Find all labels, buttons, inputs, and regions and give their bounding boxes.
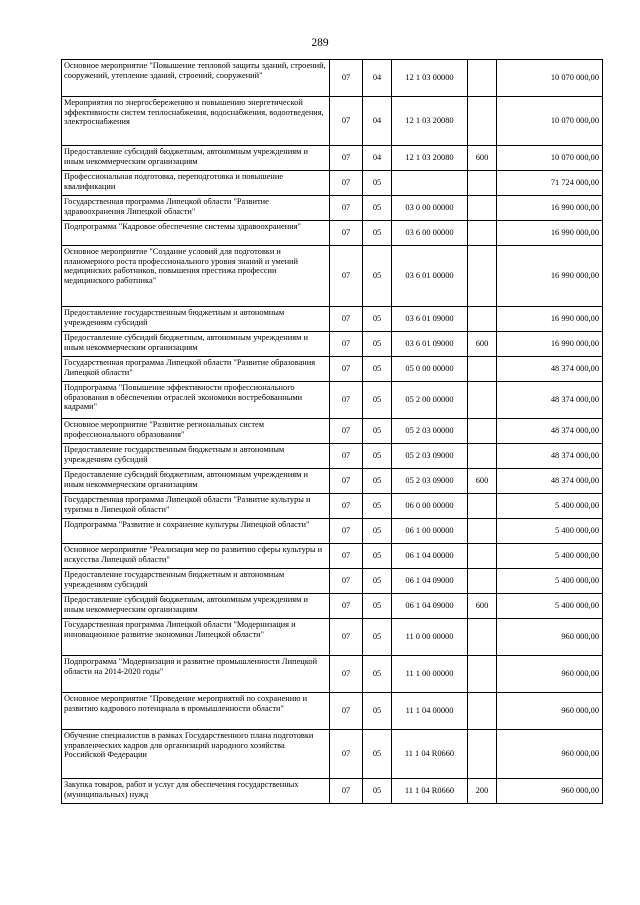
expense-type-cell: 200: [468, 779, 497, 804]
table-row: [62, 307, 603, 332]
row-name-cell: Предоставление государственным бюджетным и автономным учреждениям субсидий: [62, 444, 330, 469]
table-row: [62, 246, 603, 307]
target-article-cell: 06 1 04 00000: [392, 544, 468, 569]
table-row: [62, 544, 603, 569]
expense-type-cell: [468, 196, 497, 221]
row-name-cell: Основное мероприятие "Проведение мероприятий по сохранению и развитию кадрового потенциала в промышленности области": [62, 693, 330, 730]
target-article-cell: 11 0 00 00000: [392, 619, 468, 656]
amount-cell: 960 000,00: [497, 656, 603, 693]
subsection-cell: 05: [363, 693, 392, 730]
table-row: [62, 196, 603, 221]
target-article-cell: 06 0 00 00000: [392, 494, 468, 519]
row-name-cell: Государственная программа Липецкой области "Модернизация и инновационное развитие экономики Липецкой области": [62, 619, 330, 656]
expense-type-cell: [468, 693, 497, 730]
target-article-cell: 06 1 00 00000: [392, 519, 468, 544]
expense-type-cell: [468, 382, 497, 419]
target-article-cell: 12 1 03 00000: [392, 60, 468, 97]
subsection-cell: 05: [363, 619, 392, 656]
table-row: [62, 494, 603, 519]
section-cell: 07: [330, 469, 363, 494]
amount-cell: 10 070 000,00: [497, 60, 603, 97]
amount-cell: 71 724 000,00: [497, 171, 603, 196]
amount-cell: 5 400 000,00: [497, 519, 603, 544]
section-cell: 07: [330, 97, 363, 146]
row-name-cell: Профессиональная подготовка, переподготовка и повышение квалификации: [62, 171, 330, 196]
row-name-cell: Предоставление государственным бюджетным и автономным учреждениям субсидий: [62, 569, 330, 594]
table-row: [62, 594, 603, 619]
subsection-cell: 04: [363, 97, 392, 146]
amount-cell: 16 990 000,00: [497, 221, 603, 246]
subsection-cell: 04: [363, 146, 392, 171]
table-row: [62, 730, 603, 779]
row-name-cell: Обучение специалистов в рамках Государственного плана подготовки управленческих кадров для организаций народного хозяйства Российской Федерации: [62, 730, 330, 779]
row-name-cell: Подпрограмма "Развитие и сохранение культуры Липецкой области": [62, 519, 330, 544]
page-number: 289: [311, 37, 329, 49]
section-cell: 07: [330, 419, 363, 444]
subsection-cell: 05: [363, 444, 392, 469]
expense-type-cell: [468, 569, 497, 594]
amount-cell: 10 070 000,00: [497, 146, 603, 171]
expense-type-cell: [468, 246, 497, 307]
target-article-cell: 06 1 04 09000: [392, 594, 468, 619]
expense-type-cell: [468, 444, 497, 469]
expense-type-cell: 600: [468, 146, 497, 171]
amount-cell: 10 070 000,00: [497, 97, 603, 146]
subsection-cell: 05: [363, 656, 392, 693]
target-article-cell: [392, 171, 468, 196]
amount-cell: 5 400 000,00: [497, 544, 603, 569]
section-cell: 07: [330, 619, 363, 656]
section-cell: 07: [330, 171, 363, 196]
amount-cell: 16 990 000,00: [497, 246, 603, 307]
table-row: [62, 171, 603, 196]
subsection-cell: 05: [363, 419, 392, 444]
table-row: [62, 519, 603, 544]
amount-cell: 48 374 000,00: [497, 382, 603, 419]
target-article-cell: 03 6 00 00000: [392, 221, 468, 246]
subsection-cell: 05: [363, 332, 392, 357]
budget-table: [61, 59, 603, 804]
expense-type-cell: [468, 494, 497, 519]
target-article-cell: 05 2 00 00000: [392, 382, 468, 419]
target-article-cell: 11 1 04 R0660: [392, 730, 468, 779]
subsection-cell: 05: [363, 519, 392, 544]
amount-cell: 960 000,00: [497, 779, 603, 804]
amount-cell: 5 400 000,00: [497, 594, 603, 619]
expense-type-cell: 600: [468, 594, 497, 619]
expense-type-cell: [468, 656, 497, 693]
expense-type-cell: [468, 60, 497, 97]
target-article-cell: 05 2 03 09000: [392, 469, 468, 494]
subsection-cell: 05: [363, 382, 392, 419]
section-cell: 07: [330, 196, 363, 221]
table-row: [62, 569, 603, 594]
amount-cell: 5 400 000,00: [497, 494, 603, 519]
row-name-cell: Основное мероприятие "Повышение тепловой защиты зданий, строений, сооружений, утепление зданий, строений, сооружений": [62, 60, 330, 97]
section-cell: 07: [330, 569, 363, 594]
section-cell: 07: [330, 307, 363, 332]
expense-type-cell: [468, 519, 497, 544]
section-cell: 07: [330, 594, 363, 619]
row-name-cell: Предоставление субсидий бюджетным, автономным учреждениям и иным некоммерческим организациям: [62, 594, 330, 619]
subsection-cell: 05: [363, 494, 392, 519]
amount-cell: 960 000,00: [497, 619, 603, 656]
row-name-cell: Государственная программа Липецкой области "Развитие культуры и туризма в Липецкой области": [62, 494, 330, 519]
amount-cell: 5 400 000,00: [497, 569, 603, 594]
row-name-cell: Основное мероприятие "Развитие региональных систем профессионального образования": [62, 419, 330, 444]
subsection-cell: 04: [363, 60, 392, 97]
subsection-cell: 05: [363, 171, 392, 196]
target-article-cell: 03 6 01 09000: [392, 307, 468, 332]
amount-cell: 48 374 000,00: [497, 357, 603, 382]
section-cell: 07: [330, 693, 363, 730]
amount-cell: 48 374 000,00: [497, 469, 603, 494]
table-row: [62, 97, 603, 146]
subsection-cell: 05: [363, 730, 392, 779]
target-article-cell: 12 1 03 20080: [392, 97, 468, 146]
expense-type-cell: [468, 619, 497, 656]
amount-cell: 16 990 000,00: [497, 332, 603, 357]
row-name-cell: Подпрограмма "Кадровое обеспечение системы здравоохранения": [62, 221, 330, 246]
section-cell: 07: [330, 221, 363, 246]
section-cell: 07: [330, 494, 363, 519]
target-article-cell: 05 0 00 00000: [392, 357, 468, 382]
expense-type-cell: [468, 171, 497, 196]
expense-type-cell: 600: [468, 332, 497, 357]
section-cell: 07: [330, 332, 363, 357]
table-row: [62, 146, 603, 171]
target-article-cell: 03 0 00 00000: [392, 196, 468, 221]
section-cell: 07: [330, 444, 363, 469]
section-cell: 07: [330, 246, 363, 307]
row-name-cell: Основное мероприятие "Реализация мер по развитию сферы культуры и искусства Липецкой области": [62, 544, 330, 569]
budget-table-body: [62, 60, 603, 804]
expense-type-cell: [468, 97, 497, 146]
table-row: [62, 382, 603, 419]
table-row: [62, 469, 603, 494]
row-name-cell: Основное мероприятие "Создание условий для подготовки и планомерного роста профессионального уровня знаний и умений медицинских работников, повышения престижа профессии медицинского работника": [62, 246, 330, 307]
expense-type-cell: [468, 544, 497, 569]
expense-type-cell: [468, 221, 497, 246]
row-name-cell: Предоставление государственным бюджетным и автономным учреждениям субсидий: [62, 307, 330, 332]
subsection-cell: 05: [363, 569, 392, 594]
row-name-cell: Подпрограмма "Повышение эффективности профессионального образования в обеспечении отраслей экономики востребованными кадрами": [62, 382, 330, 419]
row-name-cell: Государственная программа Липецкой области "Развитие образования Липецкой области": [62, 357, 330, 382]
subsection-cell: 05: [363, 307, 392, 332]
section-cell: 07: [330, 544, 363, 569]
table-row: [62, 221, 603, 246]
section-cell: 07: [330, 146, 363, 171]
row-name-cell: Предоставление субсидий бюджетным, автономным учреждениям и иным некоммерческим организациям: [62, 146, 330, 171]
subsection-cell: 05: [363, 779, 392, 804]
subsection-cell: 05: [363, 594, 392, 619]
expense-type-cell: [468, 730, 497, 779]
expense-type-cell: [468, 357, 497, 382]
amount-cell: 48 374 000,00: [497, 444, 603, 469]
section-cell: 07: [330, 519, 363, 544]
table-row: [62, 60, 603, 97]
target-article-cell: 11 1 04 R0660: [392, 779, 468, 804]
amount-cell: 16 990 000,00: [497, 196, 603, 221]
subsection-cell: 05: [363, 469, 392, 494]
subsection-cell: 05: [363, 357, 392, 382]
row-name-cell: Государственная программа Липецкой области "Развитие здравоохранения Липецкой области": [62, 196, 330, 221]
table-row: [62, 357, 603, 382]
subsection-cell: 05: [363, 544, 392, 569]
expense-type-cell: [468, 307, 497, 332]
row-name-cell: Предоставление субсидий бюджетным, автономным учреждениям и иным некоммерческим организациям: [62, 332, 330, 357]
subsection-cell: 05: [363, 246, 392, 307]
target-article-cell: 05 2 03 09000: [392, 444, 468, 469]
table-row: [62, 619, 603, 656]
subsection-cell: 05: [363, 196, 392, 221]
target-article-cell: 03 6 01 09000: [392, 332, 468, 357]
table-row: [62, 444, 603, 469]
section-cell: 07: [330, 779, 363, 804]
table-row: [62, 693, 603, 730]
amount-cell: 960 000,00: [497, 693, 603, 730]
section-cell: 07: [330, 357, 363, 382]
table-row: [62, 779, 603, 804]
table-row: [62, 332, 603, 357]
section-cell: 07: [330, 60, 363, 97]
target-article-cell: 03 6 01 00000: [392, 246, 468, 307]
target-article-cell: 11 1 00 00000: [392, 656, 468, 693]
section-cell: 07: [330, 382, 363, 419]
amount-cell: 48 374 000,00: [497, 419, 603, 444]
amount-cell: 16 990 000,00: [497, 307, 603, 332]
row-name-cell: Мероприятия по энергосбережению и повышению энергетической эффективности систем теплоснабжения, водоснабжения, водоотведения, электроснабжения: [62, 97, 330, 146]
row-name-cell: Подпрограмма "Модернизация и развитие промышленности Липецкой области на 2014-2020 годы": [62, 656, 330, 693]
target-article-cell: 12 1 03 20080: [392, 146, 468, 171]
amount-cell: 960 000,00: [497, 730, 603, 779]
target-article-cell: 05 2 03 00000: [392, 419, 468, 444]
target-article-cell: 06 1 04 09000: [392, 569, 468, 594]
expense-type-cell: [468, 419, 497, 444]
subsection-cell: 05: [363, 221, 392, 246]
table-row: [62, 419, 603, 444]
expense-type-cell: 600: [468, 469, 497, 494]
target-article-cell: 11 1 04 00000: [392, 693, 468, 730]
table-row: [62, 656, 603, 693]
row-name-cell: Предоставление субсидий бюджетным, автономным учреждениям и иным некоммерческим организациям: [62, 469, 330, 494]
section-cell: 07: [330, 730, 363, 779]
row-name-cell: Закупка товаров, работ и услуг для обеспечения государственных (муниципальных) нужд: [62, 779, 330, 804]
section-cell: 07: [330, 656, 363, 693]
